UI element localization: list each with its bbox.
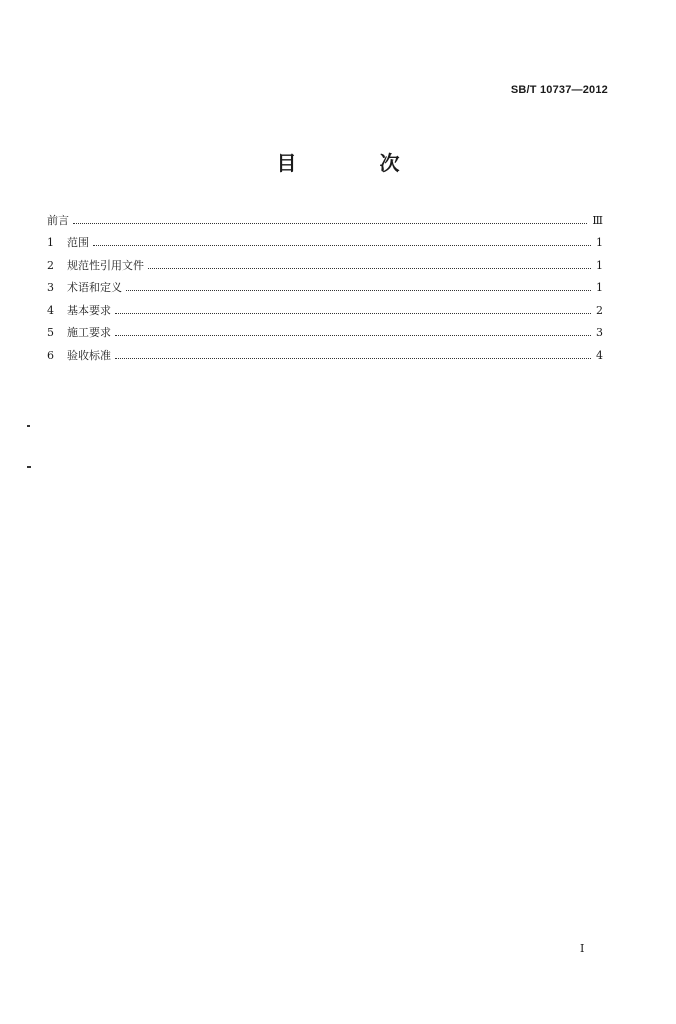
toc-dot-leader <box>93 245 591 246</box>
scan-mark <box>27 466 31 468</box>
toc-dot-leader <box>126 290 591 291</box>
toc-entry-number: 5 <box>47 326 54 339</box>
toc-entry-acceptance-criteria[interactable] <box>47 340 603 363</box>
toc-entry-page: 1 <box>596 258 603 272</box>
toc-entry-number: 1 <box>47 236 54 249</box>
toc-entry-label: 规范性引用文件 <box>67 258 144 272</box>
toc-entry-number: 4 <box>47 303 54 317</box>
toc-entry-number: 3 <box>47 281 54 294</box>
toc-entry-terms-definitions[interactable] <box>47 273 603 296</box>
toc-entry-page: 3 <box>596 326 603 339</box>
toc-entry-label: 施工要求 <box>67 326 111 339</box>
toc-entry-normative-references[interactable] <box>47 250 603 273</box>
toc-entry-number: 2 <box>47 258 54 272</box>
toc-entry-construction-requirements[interactable] <box>47 318 603 341</box>
toc-dot-leader <box>115 313 591 314</box>
toc-entry-label: 术语和定义 <box>67 281 122 294</box>
toc-entry-basic-requirements[interactable] <box>47 295 603 318</box>
toc-entry-page: 1 <box>596 281 603 294</box>
toc-title: 目 次 <box>276 151 438 175</box>
toc-dot-leader <box>73 223 587 224</box>
toc-entry-page: Ⅲ <box>592 213 603 227</box>
standard-code: SB/T 10737—2012 <box>510 84 608 96</box>
toc-entry-foreword[interactable] <box>47 205 603 228</box>
toc-entry-label: 验收标准 <box>67 348 111 362</box>
scan-mark <box>27 425 30 427</box>
toc-entry-scope[interactable] <box>47 228 603 251</box>
toc-dot-leader <box>115 358 591 359</box>
toc-entry-page: 1 <box>596 236 603 249</box>
toc-entry-page: 4 <box>596 348 603 362</box>
page-number: I <box>580 942 585 955</box>
toc-entry-label: 基本要求 <box>67 303 111 317</box>
table-of-contents <box>47 205 603 363</box>
toc-entry-number: 6 <box>47 348 54 362</box>
toc-dot-leader <box>115 335 591 336</box>
toc-entry-label: 范围 <box>67 236 89 249</box>
toc-entry-label: 前言 <box>47 213 69 227</box>
toc-dot-leader <box>148 268 591 269</box>
toc-entry-page: 2 <box>596 303 603 317</box>
